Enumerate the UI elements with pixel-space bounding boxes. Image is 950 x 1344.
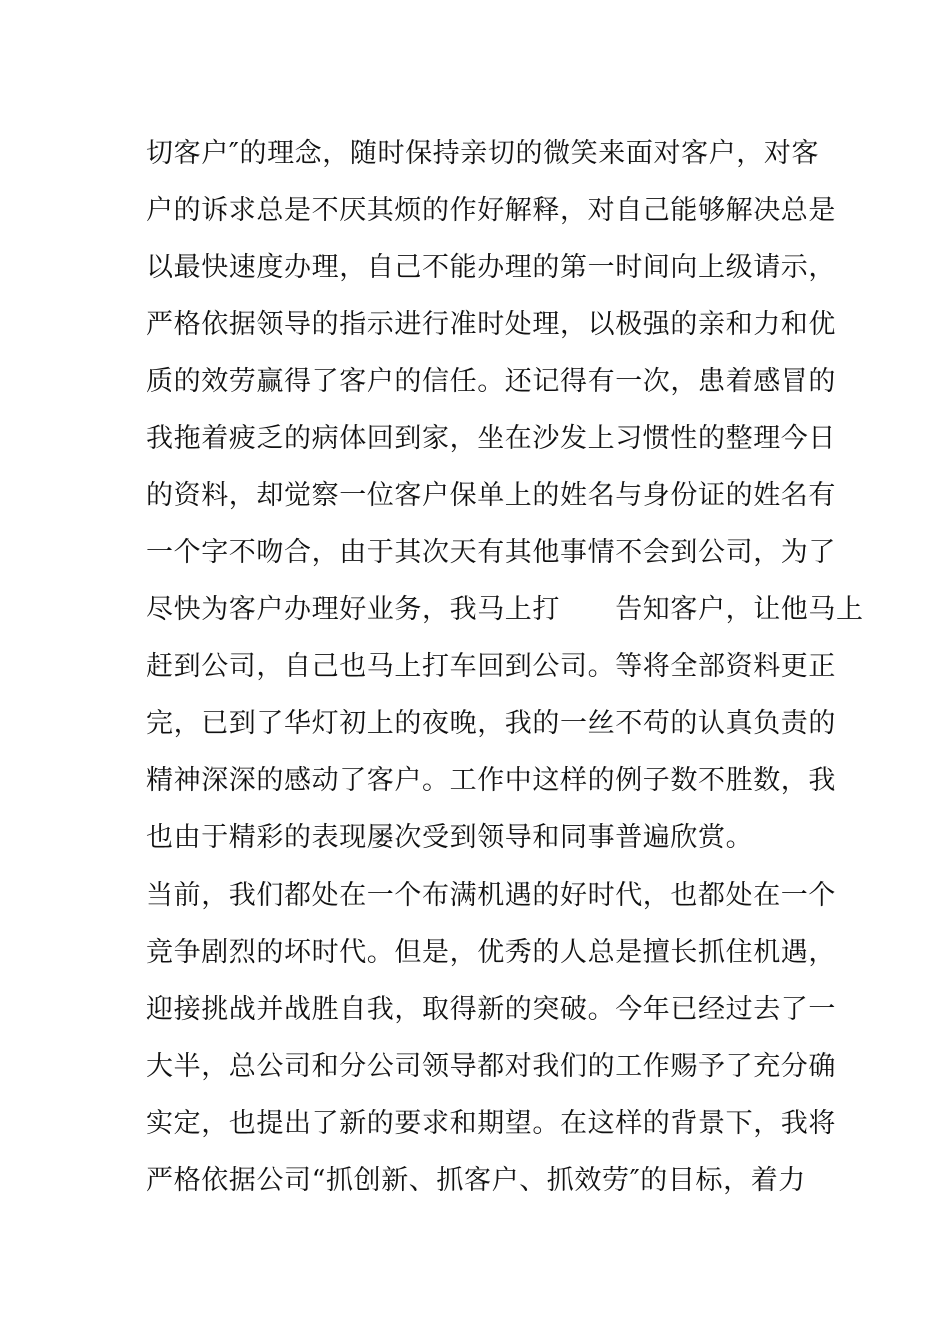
text-line: 严格依据公司“抓创新、抓客户、抓效劳″的目标，着力 <box>146 1165 806 1196</box>
text-line: 我拖着疲乏的病体回到家，坐在沙发上习惯性的整理今日 <box>146 423 836 454</box>
text-line: 完，已到了华灯初上的夜晚，我的一丝不苟的认真负责的 <box>146 708 836 739</box>
text-line: 迎接挑战并战胜自我，取得新的突破。今年已经过去了一 <box>146 994 836 1025</box>
text-line: 的资料，却觉察一位客户保单上的姓名与身份证的姓名有 <box>146 480 836 511</box>
text-line: 户的诉求总是不厌其烦的作好解释，对自己能够解决总是 <box>146 195 836 226</box>
text-line: 也由于精彩的表现屡次受到领导和同事普遍欣赏。 <box>146 822 754 853</box>
text-line: 尽快为客户办理好业务，我马上打 告知客户，让他马上 <box>146 594 864 625</box>
text-line: 以最快速度办理，自己不能办理的第一时间向上级请示， <box>146 252 836 283</box>
text-line: 质的效劳赢得了客户的信任。还记得有一次，患着感冒的 <box>146 366 836 397</box>
text-line: 赶到公司，自己也马上打车回到公司。等将全部资料更正 <box>146 651 836 682</box>
text-line: 大半，总公司和分公司领导都对我们的工作赐予了充分确 <box>146 1051 836 1082</box>
text-line: 严格依据领导的指示进行准时处理，以极强的亲和力和优 <box>146 309 836 340</box>
text-line: 一个字不吻合，由于其次天有其他事情不会到公司，为了 <box>146 537 836 568</box>
text-line: 竞争剧烈的坏时代。但是，优秀的人总是擅长抓住机遇， <box>146 937 836 968</box>
text-line: 切客户″的理念，随时保持亲切的微笑来面对客户，对客 <box>146 138 820 169</box>
text-line: 实定，也提出了新的要求和期望。在这样的背景下，我将 <box>146 1108 836 1139</box>
text-line: 精神深深的感动了客户。工作中这样的例子数不胜数，我 <box>146 765 836 796</box>
text-line: 当前，我们都处在一个布满机遇的好时代，也都处在一个 <box>146 880 836 911</box>
